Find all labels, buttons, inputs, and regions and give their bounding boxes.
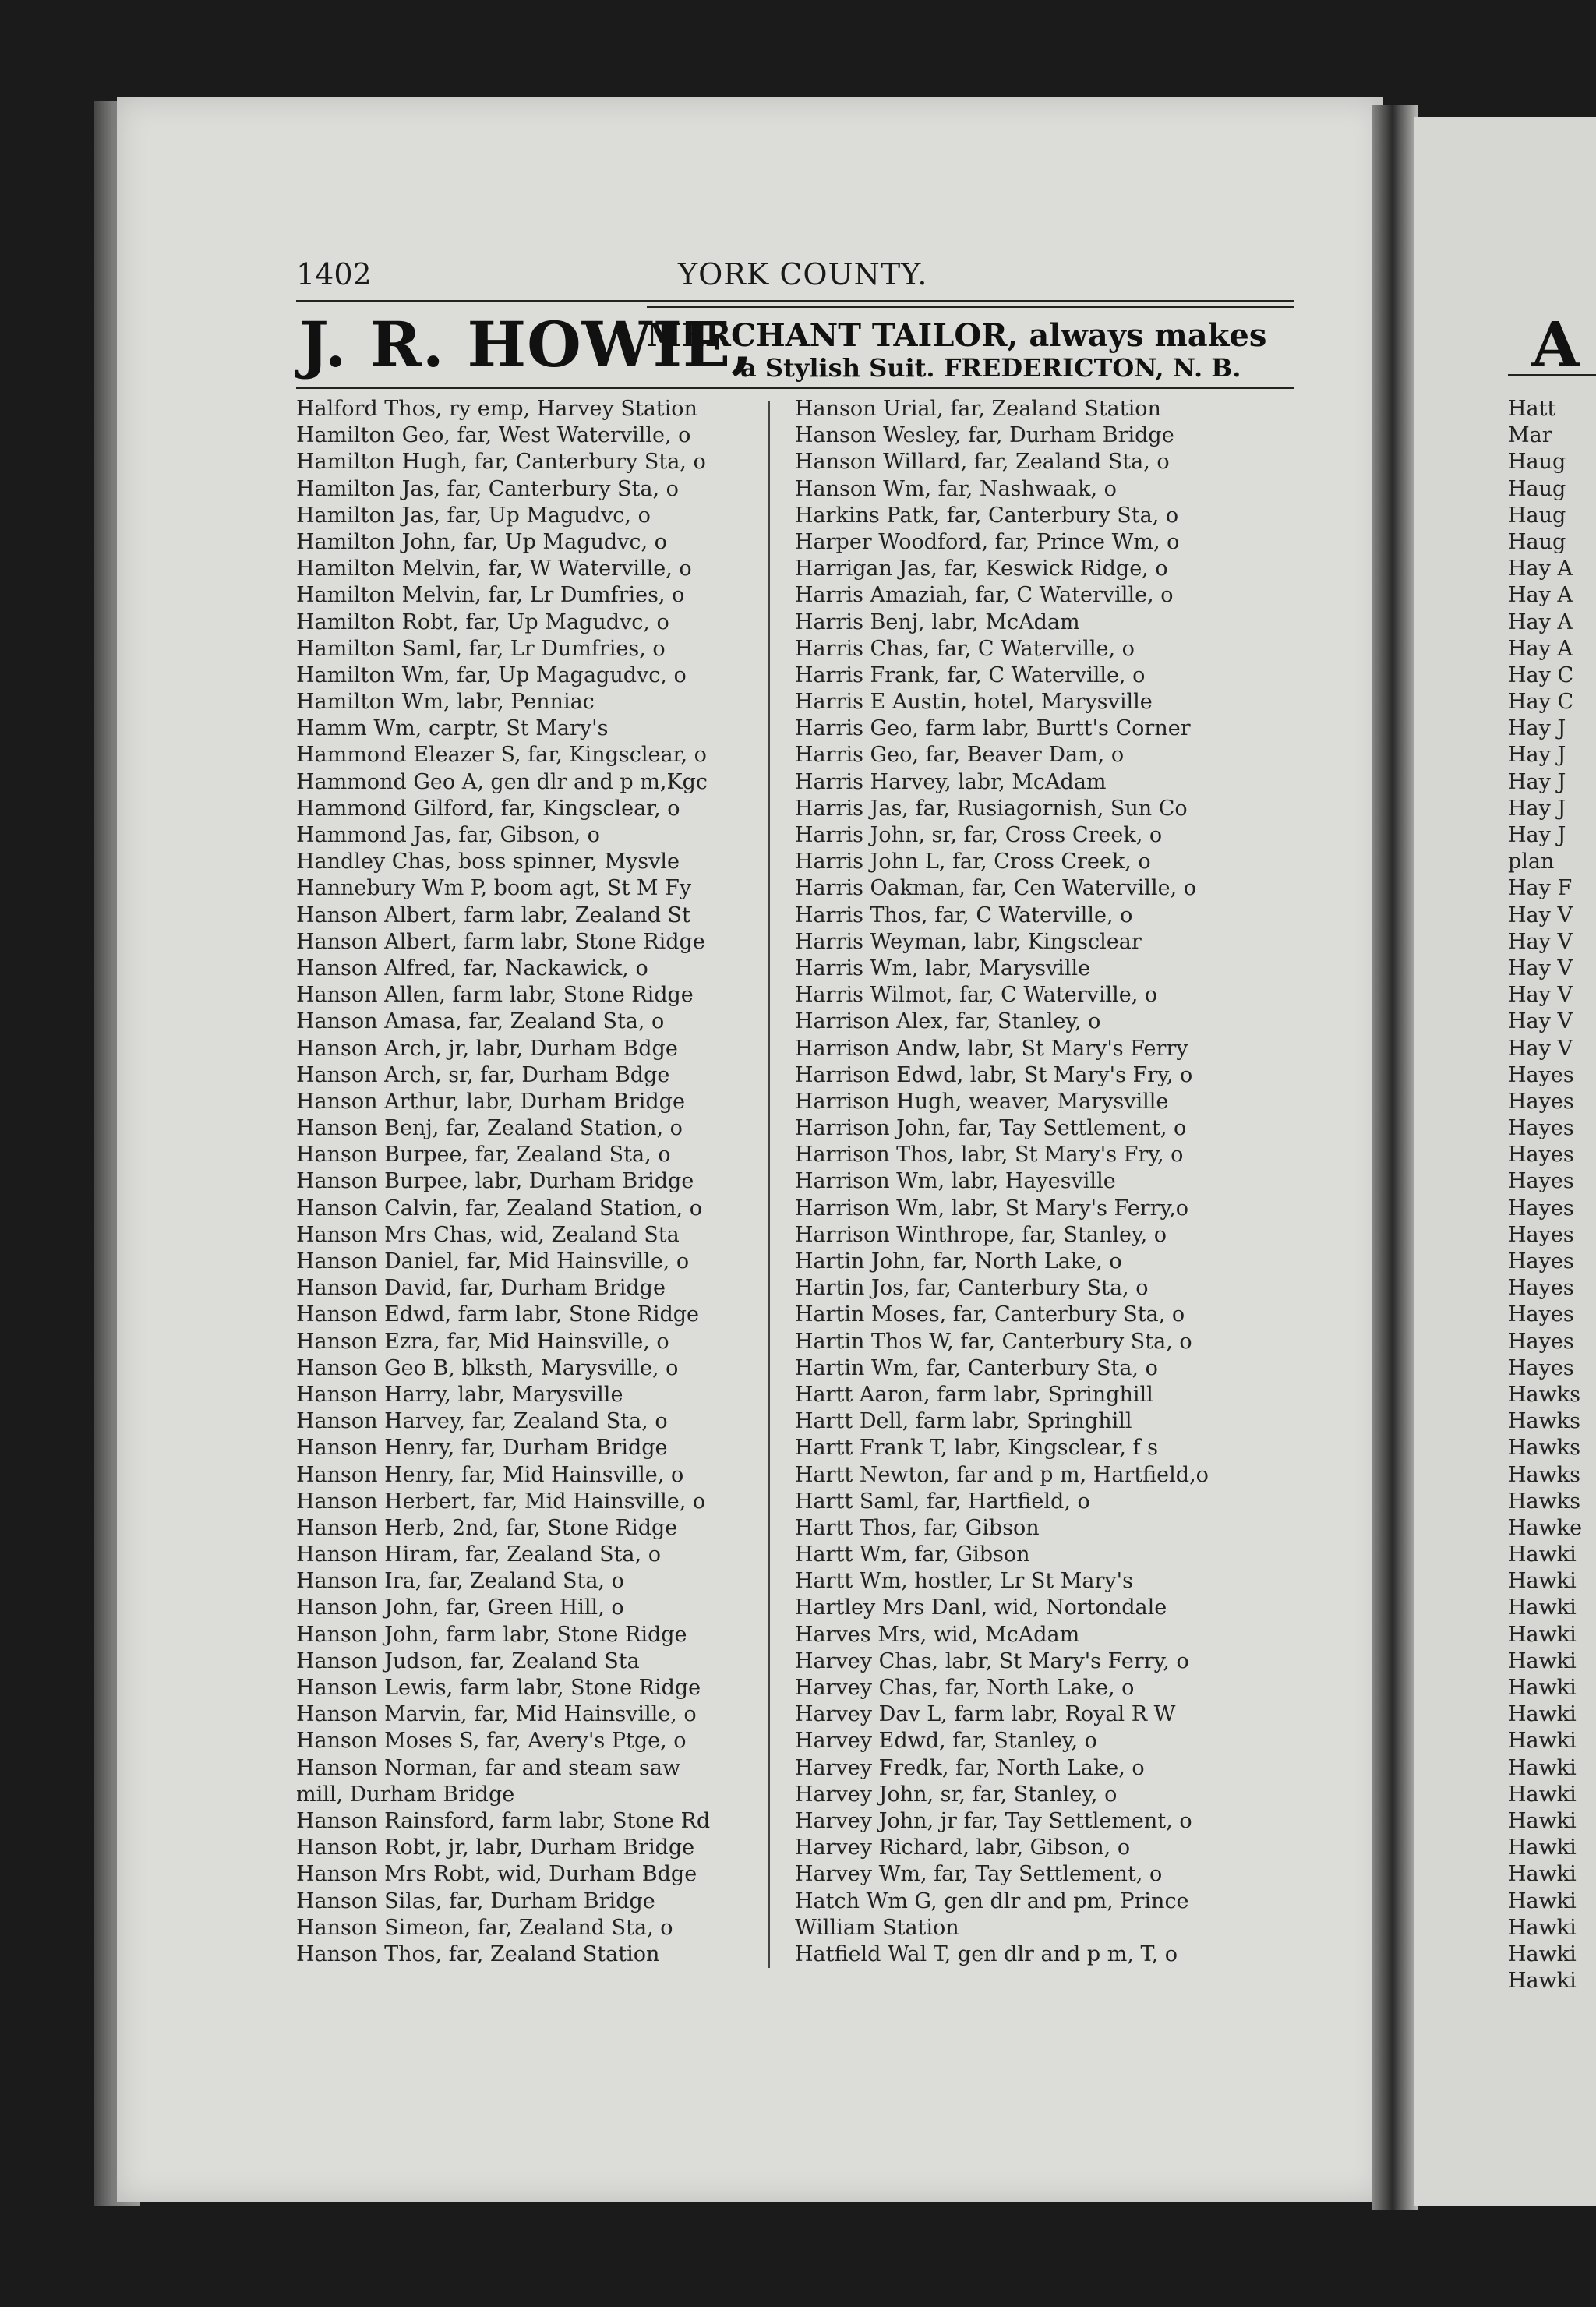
directory-entry: Hawki [1508,1542,1577,1567]
directory-entry: Haug [1508,450,1566,475]
facing-page-header-fragment: A [1531,308,1580,381]
directory-entry: Hamm Wm, carptr, St Mary's [296,716,609,741]
directory-entry: Harris Harvey, labr, McAdam [795,769,1107,794]
directory-entry: Harris John L, far, Cross Creek, o [795,850,1151,874]
directory-entry: Hay J [1508,769,1566,794]
directory-entry: Hanson Burpee, far, Zealand Sta, o [296,1143,671,1168]
directory-entry: Hay J [1508,743,1566,768]
directory-entry: Hayes [1508,1169,1574,1194]
directory-entry: Harris Amaziah, far, C Waterville, o [795,583,1174,608]
directory-entry: Harvey Chas, labr, St Mary's Ferry, o [795,1648,1189,1673]
directory-entry: Hamilton Robt, far, Up Magudvc, o [296,609,669,634]
directory-entry: Hawki [1508,1622,1577,1647]
directory-entry: Hanson Norman, far and steam saw [296,1755,681,1780]
directory-entry: Hay V [1508,903,1573,927]
directory-entry: Hanson Harvey, far, Zealand Sta, o [296,1409,668,1434]
directory-entry: Hanson David, far, Durham Bridge [296,1276,666,1301]
directory-entry: Hay V [1508,983,1573,1008]
directory-entry: Harrison Edwd, labr, St Mary's Fry, o [795,1062,1193,1087]
directory-entry: Hayes [1508,1062,1574,1087]
directory-entry: Hanson Mrs Chas, wid, Zealand Sta [296,1222,680,1247]
directory-entry: Harris John, sr, far, Cross Creek, o [795,823,1163,847]
directory-entry: Hamilton Hugh, far, Canterbury Sta, o [296,450,706,475]
directory-entry: Harrigan Jas, far, Keswick Ridge, o [795,556,1168,581]
directory-entry: Hay F [1508,876,1573,901]
directory-entry: Hawki [1508,1888,1577,1913]
directory-entry: Hanson Harry, labr, Marysville [296,1382,623,1407]
directory-entry: Hanson Herb, 2nd, far, Stone Ridge [296,1515,678,1540]
directory-entry: Harkins Patk, far, Canterbury Sta, o [795,503,1179,528]
directory-entry: Hay C [1508,690,1574,715]
directory-entry: Hanson Benj, far, Zealand Station, o [296,1116,683,1141]
directory-entry: Hatt [1508,397,1556,421]
page-gutter [1372,105,1418,2210]
directory-entry: Halford Thos, ry emp, Harvey Station [296,397,697,421]
directory-entry: Hartin Thos W, far, Canterbury Sta, o [795,1329,1192,1354]
directory-entry: Hayes [1508,1143,1574,1168]
directory-entry: Harves Mrs, wid, McAdam [795,1622,1080,1647]
directory-entry: Hawki [1508,1755,1577,1780]
directory-entry: Haug [1508,529,1566,554]
directory-entry: Hanson Henry, far, Mid Hainsville, o [296,1462,684,1487]
left-directory-column [296,396,710,1968]
directory-entry: Harrison Winthrope, far, Stanley, o [795,1222,1167,1247]
directory-entry: Harvey John, jr far, Tay Settlement, o [795,1808,1192,1833]
facing-page-column [1508,396,1596,1994]
directory-entry: Hartin Jos, far, Canterbury Sta, o [795,1276,1149,1301]
advertisement-location: a Stylish Suit. FREDERICTON, N. B. [740,353,1241,383]
directory-entry: Hawki [1508,1941,1577,1966]
directory-entry: Harvey Dav L, farm labr, Royal R W [795,1702,1176,1727]
directory-entry: Hamilton Wm, labr, Penniac [296,690,595,715]
directory-entry: Harvey Fredk, far, North Lake, o [795,1755,1145,1780]
directory-entry: Haug [1508,503,1566,528]
directory-entry: Harrison Thos, labr, St Mary's Fry, o [795,1143,1184,1168]
directory-entry: Hawki [1508,1648,1577,1673]
directory-entry: Harrison Andw, labr, St Mary's Ferry [795,1036,1188,1061]
directory-entry: Hanson Hiram, far, Zealand Sta, o [296,1542,661,1567]
directory-entry: Harris Benj, labr, McAdam [795,609,1080,634]
ad-rule-bottom [296,387,1294,389]
directory-entry: Hanson Ira, far, Zealand Sta, o [296,1569,624,1594]
directory-entry: Harris E Austin, hotel, Marysville [795,690,1153,715]
directory-entry: Hamilton Jas, far, Up Magudvc, o [296,503,651,528]
directory-entry: Hartt Dell, farm labr, Springhill [795,1409,1132,1434]
directory-entry: Hatch Wm G, gen dlr and pm, Prince [795,1888,1189,1913]
directory-entry: Hawki [1508,1915,1577,1940]
directory-entry: Hanson Arch, sr, far, Durham Bdge [296,1062,670,1087]
directory-entry: Harris Thos, far, C Waterville, o [795,903,1133,927]
directory-entry: Hanson Wm, far, Nashwaak, o [795,476,1117,501]
directory-entry: Hayes [1508,1089,1574,1114]
directory-entry: Hawks [1508,1382,1580,1407]
directory-entry: Harris Wilmot, far, C Waterville, o [795,983,1158,1008]
directory-entry: Hayes [1508,1302,1574,1327]
directory-entry: Hanson Geo B, blksth, Marysville, o [296,1355,679,1380]
directory-entry: Hamilton Geo, far, West Waterville, o [296,423,691,448]
directory-entry: Hartt Newton, far and p m, Hartfield,o [795,1462,1209,1487]
directory-entry: Hanson Thos, far, Zealand Station [296,1941,660,1966]
directory-entry: Hanson Herbert, far, Mid Hainsville, o [296,1489,706,1514]
directory-entry: Hamilton Melvin, far, Lr Dumfries, o [296,583,685,608]
directory-entry: Hanson Daniel, far, Mid Hainsville, o [296,1249,690,1274]
directory-entry: Hay C [1508,662,1574,687]
directory-entry: Harrison Hugh, weaver, Marysville [795,1089,1169,1114]
directory-entry: Hawki [1508,1569,1577,1594]
directory-entry: Mar [1508,423,1552,448]
directory-entry: Harris Wm, labr, Marysville [795,956,1091,980]
directory-entry: Hanson Amasa, far, Zealand Sta, o [296,1009,665,1034]
directory-entry: Hawki [1508,1595,1577,1620]
directory-entry: William Station [795,1915,959,1940]
directory-entry: Hanson Silas, far, Durham Bridge [296,1888,655,1913]
directory-entry: Hanson John, far, Green Hill, o [296,1595,624,1620]
directory-entry: Harvey Chas, far, North Lake, o [795,1676,1135,1700]
directory-entry: Hammond Jas, far, Gibson, o [296,823,600,847]
directory-entry: Hanson Henry, far, Durham Bridge [296,1436,668,1461]
directory-entry: Hanson Lewis, farm labr, Stone Ridge [296,1676,701,1700]
directory-entry: Hanson Wesley, far, Durham Bridge [795,423,1174,448]
directory-entry: Hartt Thos, far, Gibson [795,1515,1040,1540]
directory-entry: Hamilton Saml, far, Lr Dumfries, o [296,636,666,661]
directory-entry: Hay V [1508,956,1573,980]
directory-entry: Hammond Eleazer S, far, Kingsclear, o [296,743,707,768]
directory-entry: Hayes [1508,1249,1574,1274]
directory-entry: Hanson Mrs Robt, wid, Durham Bdge [296,1862,697,1887]
right-directory-column [795,396,1209,1968]
directory-entry: Hartt Wm, far, Gibson [795,1542,1030,1567]
directory-entry: Hay A [1508,556,1573,581]
directory-entry: Hannebury Wm P, boom agt, St M Fy [296,876,692,901]
directory-entry: Hayes [1508,1276,1574,1301]
directory-entry: Harrison John, far, Tay Settlement, o [795,1116,1187,1141]
directory-entry: Hanson Marvin, far, Mid Hainsville, o [296,1702,697,1727]
directory-entry: Hawks [1508,1436,1580,1461]
advertisement-tagline: MERCHANT TAILOR, always makes [647,317,1267,354]
directory-entry: Hartley Mrs Danl, wid, Nortondale [795,1595,1167,1620]
directory-entry: Hayes [1508,1329,1574,1354]
directory-entry: Hanson Burpee, labr, Durham Bridge [296,1169,694,1194]
directory-entry: Hawki [1508,1969,1577,1994]
directory-entry: Hartt Wm, hostler, Lr St Mary's [795,1569,1133,1594]
directory-entry: Hanson Arch, jr, labr, Durham Bdge [296,1036,678,1061]
directory-entry: Hanson Arthur, labr, Durham Bridge [296,1089,685,1114]
directory-entry: Hay V [1508,929,1573,954]
directory-entry: mill, Durham Bridge [296,1782,515,1807]
directory-entry: Hay A [1508,636,1573,661]
directory-entry: Hanson Urial, far, Zealand Station [795,397,1161,421]
directory-entry: Harris Geo, farm labr, Burtt's Corner [795,716,1191,741]
directory-entry: Hawks [1508,1409,1580,1434]
directory-entry: Harris Frank, far, C Waterville, o [795,662,1146,687]
directory-entry: Hawks [1508,1489,1580,1514]
directory-entry: plan [1508,850,1555,874]
directory-entry: Hanson Albert, farm labr, Stone Ridge [296,929,705,954]
directory-entry: Hayes [1508,1116,1574,1141]
directory-entry: Hammond Geo A, gen dlr and p m,Kgc [296,769,708,794]
directory-entry: Harris Oakman, far, Cen Waterville, o [795,876,1196,901]
directory-entry: Hayes [1508,1355,1574,1380]
directory-entry: Hamilton Melvin, far, W Waterville, o [296,556,692,581]
directory-entry: Hay J [1508,796,1566,821]
directory-entry: Hawki [1508,1729,1577,1754]
directory-entry: Hanson Ezra, far, Mid Hainsville, o [296,1329,669,1354]
directory-entry: Harper Woodford, far, Prince Wm, o [795,529,1180,554]
directory-entry: Hanson Allen, farm labr, Stone Ridge [296,983,694,1008]
directory-entry: Hanson Edwd, farm labr, Stone Ridge [296,1302,700,1327]
directory-entry: Hawki [1508,1808,1577,1833]
directory-entry: Haug [1508,476,1566,501]
directory-entry: Harris Weyman, labr, Kingsclear [795,929,1142,954]
directory-entry: Hay J [1508,716,1566,741]
directory-entry: Hanson Albert, farm labr, Zealand St [296,903,690,927]
directory-entry: Hawki [1508,1676,1577,1700]
advertisement-banner [296,300,1294,390]
directory-entry: Harrison Alex, far, Stanley, o [795,1009,1101,1034]
directory-entry: Hawki [1508,1782,1577,1807]
directory-entry: Hartt Aaron, farm labr, Springhill [795,1382,1153,1407]
directory-entry: Hanson Rainsford, farm labr, Stone Rd [296,1808,711,1833]
directory-entry: Hanson Simeon, far, Zealand Sta, o [296,1915,673,1940]
directory-entry: Harris Chas, far, C Waterville, o [795,636,1135,661]
directory-entry: Hamilton Jas, far, Canterbury Sta, o [296,476,679,501]
directory-entry: Hayes [1508,1196,1574,1221]
directory-entry: Hawki [1508,1702,1577,1727]
directory-entry: Handley Chas, boss spinner, Mysvle [296,850,680,874]
column-divider [768,401,770,1968]
directory-entry: Hawki [1508,1862,1577,1887]
directory-entry: Hanson John, farm labr, Stone Ridge [296,1622,687,1647]
directory-entry: Hayes [1508,1222,1574,1247]
directory-entry: Harrison Wm, labr, St Mary's Ferry,o [795,1196,1189,1221]
ad-rule-top [296,300,1294,302]
directory-entry: Harvey Wm, far, Tay Settlement, o [795,1862,1163,1887]
directory-entry: Harvey Richard, labr, Gibson, o [795,1835,1131,1860]
directory-entry: Hay A [1508,609,1573,634]
directory-entry: Hartt Frank T, labr, Kingsclear, f s [795,1436,1158,1461]
directory-entry: Hartt Saml, far, Hartfield, o [795,1489,1090,1514]
directory-entry: Harvey Edwd, far, Stanley, o [795,1729,1097,1754]
directory-entry: Hanson Alfred, far, Nackawick, o [296,956,648,980]
directory-entry: Hartin John, far, North Lake, o [795,1249,1122,1274]
page-number: 1402 [296,257,372,291]
directory-entry: Hawke [1508,1515,1583,1540]
directory-entry: Hay V [1508,1036,1573,1061]
directory-entry: Hanson Judson, far, Zealand Sta [296,1648,640,1673]
directory-entry: Hay V [1508,1009,1573,1034]
directory-entry: Hay A [1508,583,1573,608]
directory-entry: Hanson Calvin, far, Zealand Station, o [296,1196,702,1221]
directory-entry: Hanson Robt, jr, labr, Durham Bridge [296,1835,695,1860]
directory-entry: Hay J [1508,823,1566,847]
directory-entry: Hanson Willard, far, Zealand Sta, o [795,450,1170,475]
directory-entry: Hartin Wm, far, Canterbury Sta, o [795,1355,1158,1380]
directory-entry: Hatfield Wal T, gen dlr and p m, T, o [795,1941,1178,1966]
running-title: YORK COUNTY. [678,257,928,291]
directory-entry: Hawks [1508,1462,1580,1487]
directory-entry: Harrison Wm, labr, Hayesville [795,1169,1116,1194]
directory-entry: Harris Geo, far, Beaver Dam, o [795,743,1125,768]
directory-entry: Harris Jas, far, Rusiagornish, Sun Co [795,796,1188,821]
directory-entry: Harvey John, sr, far, Stanley, o [795,1782,1118,1807]
directory-entry: Hammond Gilford, far, Kingsclear, o [296,796,680,821]
running-head [296,257,1294,296]
directory-entry: Hartin Moses, far, Canterbury Sta, o [795,1302,1185,1327]
directory-entry: Hanson Moses S, far, Avery's Ptge, o [296,1729,687,1754]
directory-entry: Hamilton Wm, far, Up Magagudvc, o [296,662,687,687]
advertiser-name: J. R. HOWIE, [299,308,754,381]
directory-entry: Hamilton John, far, Up Magudvc, o [296,529,667,554]
directory-entry: Hawki [1508,1835,1577,1860]
